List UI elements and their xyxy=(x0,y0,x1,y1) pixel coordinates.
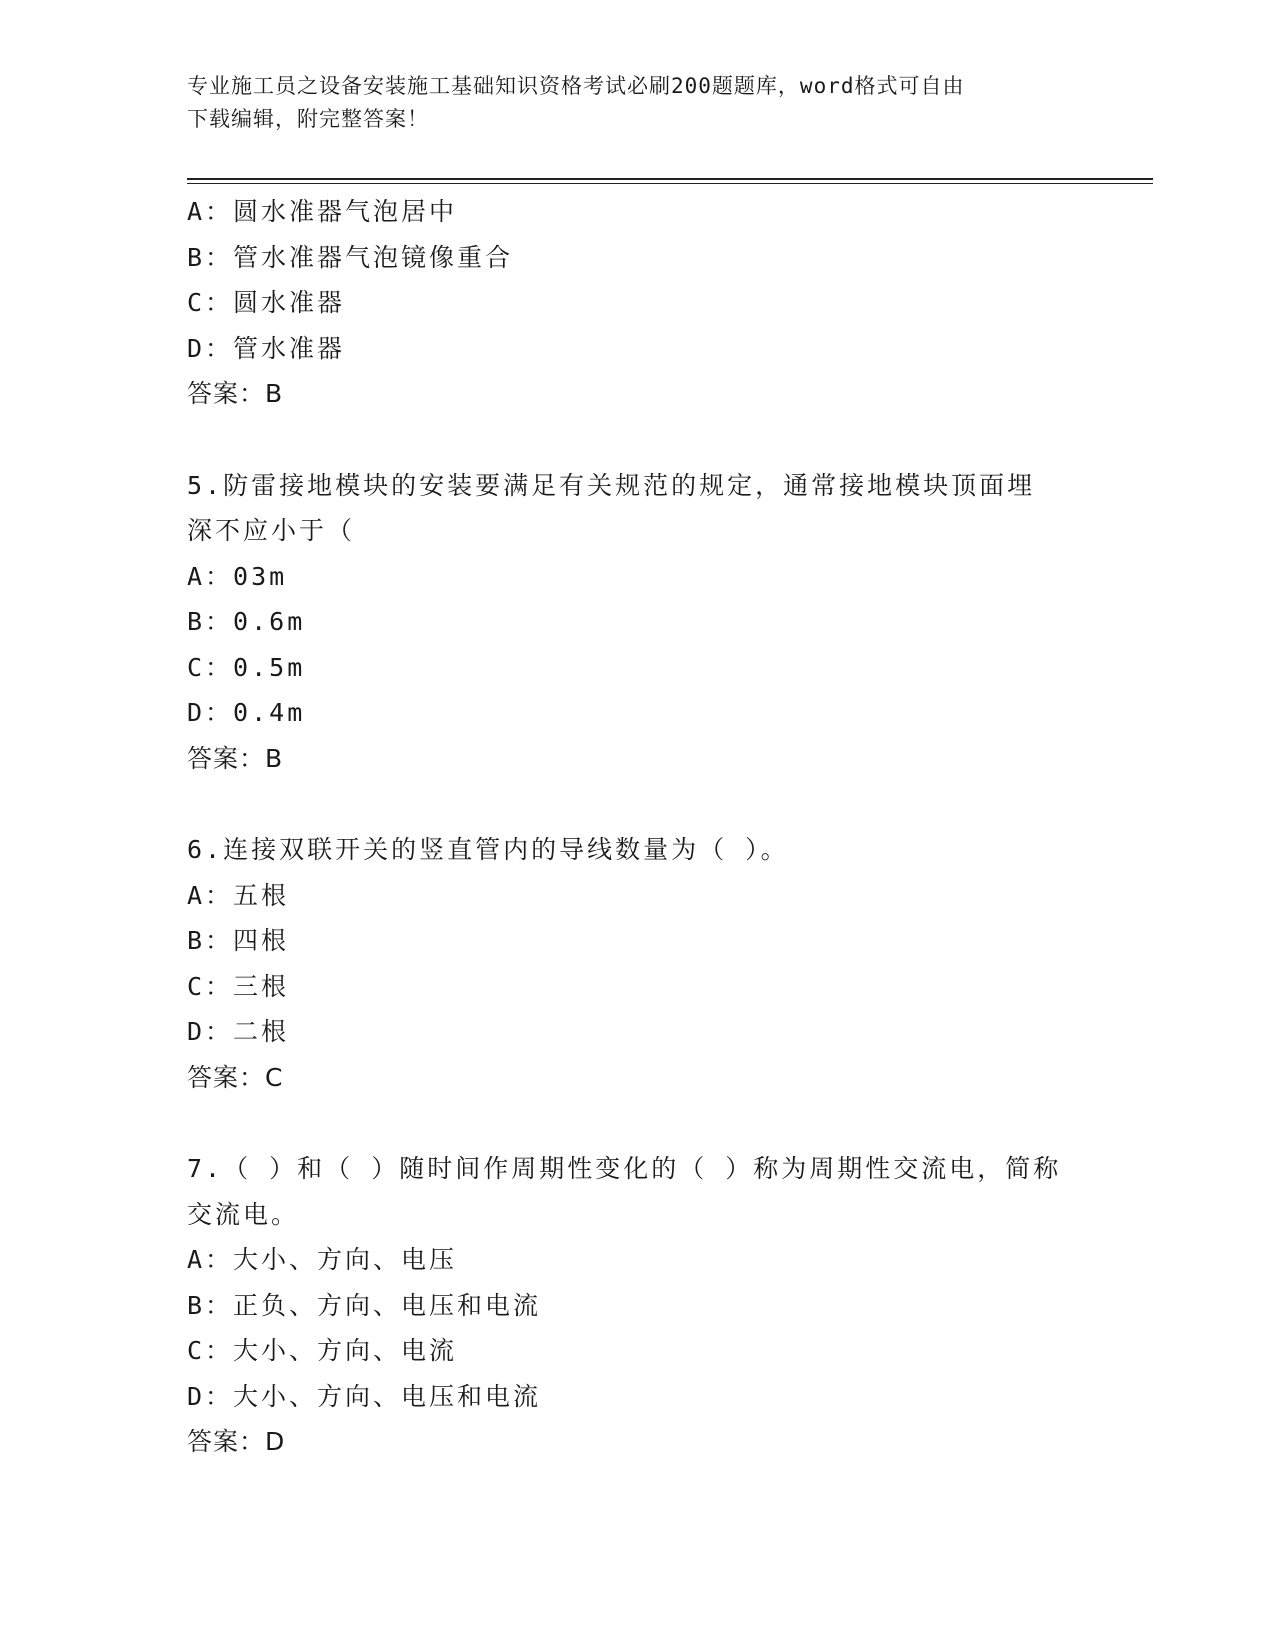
question-block-4 xyxy=(187,189,1087,417)
option-a: A：03m xyxy=(187,561,288,591)
option-c: C：三根 xyxy=(187,971,290,1001)
header-rule-thick xyxy=(187,178,1153,180)
question-text-line-1: 5.防雷接地模块的安装要满足有关规范的规定，通常接地模块顶面埋 xyxy=(187,470,1036,500)
block-spacer xyxy=(187,417,1087,463)
header-rule-thin xyxy=(187,183,1153,184)
option-c: C：圆水准器 xyxy=(187,288,346,317)
block-spacer xyxy=(187,781,1087,827)
option-c: C：0.5m xyxy=(187,652,306,682)
question-text-line-2: 深不应小于（ xyxy=(187,516,356,545)
question-block-7 xyxy=(187,1146,1087,1465)
answer-line: 答案：D xyxy=(187,1427,286,1456)
option-b: B：0.6m xyxy=(187,607,306,636)
header-line-1: 专业施工员之设备安装施工基础知识资格考试必刷200题题库，word格式可自由 xyxy=(187,74,965,98)
option-d: D：0.4m xyxy=(187,698,306,727)
option-b: B：正负、方向、电压和电流 xyxy=(187,1290,542,1320)
document-header xyxy=(187,70,1067,136)
option-a: A：五根 xyxy=(187,880,290,910)
question-text-line-2: 交流电。 xyxy=(187,1199,300,1229)
option-d: D：大小、方向、电压和电流 xyxy=(187,1381,542,1411)
answer-line: 答案：B xyxy=(187,379,284,408)
question-text-line-1: 6.连接双联开关的竖直管内的导线数量为（ ）。 xyxy=(187,835,789,864)
option-d: D：管水准器 xyxy=(187,333,346,363)
option-b: B：管水准器气泡镜像重合 xyxy=(187,242,514,272)
option-c: C：大小、方向、电流 xyxy=(187,1336,458,1365)
option-a: A：大小、方向、电压 xyxy=(187,1245,458,1274)
question-list xyxy=(187,189,1087,1465)
option-a: A：圆水准器气泡居中 xyxy=(187,197,458,226)
option-b: B：四根 xyxy=(187,926,290,955)
question-block-5 xyxy=(187,463,1087,782)
header-line-2: 下载编辑，附完整答案！ xyxy=(187,107,429,131)
answer-line: 答案：C xyxy=(187,1062,284,1092)
option-d: D：二根 xyxy=(187,1017,290,1046)
answer-line: 答案：B xyxy=(187,743,284,773)
question-block-6 xyxy=(187,827,1087,1100)
block-spacer xyxy=(187,1100,1087,1146)
question-text-line-1: 7.（ ）和（ ）随时间作周期性变化的（ ）称为周期性交流电，简称 xyxy=(187,1154,1062,1183)
